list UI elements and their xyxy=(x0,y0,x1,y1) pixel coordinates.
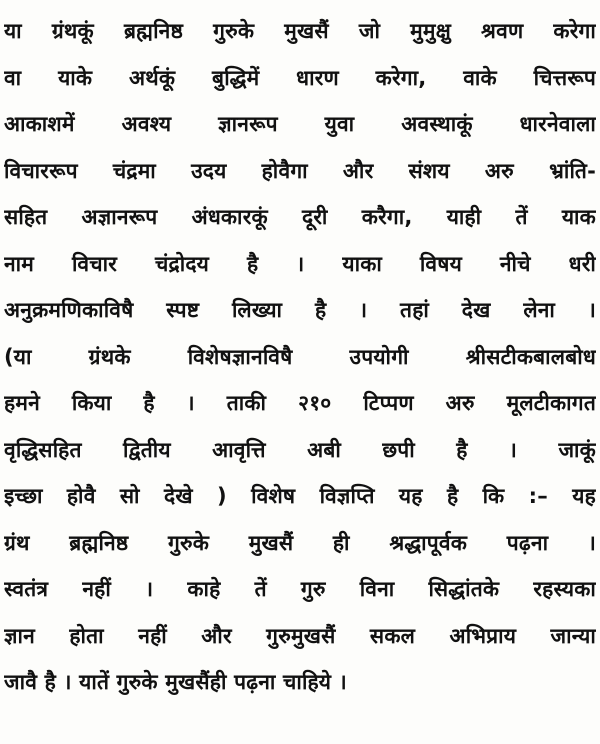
text-line-11: इच्छा होवै सो देखे ) विशेष विज्ञप्ति यह है कि :– यह xyxy=(4,484,596,508)
text-line-8: (या ग्रंथके विशेषज्ञानविषै उपयोगी श्रीसटीकबालबोध xyxy=(4,344,596,369)
text-line-10: वृद्धिसहित द्वितीय आवृत्ति अबी छपी है । जाकूं xyxy=(4,437,596,462)
text-line-1: या ग्रंथकूं ब्रह्मनिष्ठ गुरुके मुखसैं जो मुमुक्षु श्रवण करेगा xyxy=(4,19,596,43)
text-line-3: आकाशमें अवश्य ज्ञानरूप युवा अवस्थाकूं धारनेवाला xyxy=(4,112,596,136)
text-line-2: वा याके अर्थकूं बुद्धिमें धारण करेगा, वाके चित्तरूप xyxy=(4,65,596,90)
text-line-13: स्वतंत्र नहीं । काहे तें गुरु विना सिद्धांतके रहस्यका xyxy=(4,577,596,601)
text-line-7: अनुक्रमणिकाविषै स्पष्ट लिख्या है । तहां देख लेना । xyxy=(4,298,596,322)
text-line-9: हमने किया है । ताकी २१० टिप्पण अरु मूलटीकागत xyxy=(4,391,596,415)
text-line-5: सहित अज्ञानरूप अंधकारकूं दूरी करैगा, याही तें याक xyxy=(4,205,596,229)
text-line-12: ग्रंथ ब्रह्मनिष्ठ गुरुके मुखसैं ही श्रद्धापूर्वक पढ़ना । xyxy=(4,530,596,555)
text-line-4: विचाररूप चंद्रमा उदय होवैगा और संशय अरु भ्रांति- xyxy=(4,158,596,183)
hindi-text-block xyxy=(4,8,596,706)
text-line-15: जावै है । यातें गुरुके मुखसैंही पढ़ना चाहिये । xyxy=(4,670,347,694)
text-line-14: ज्ञान होता नहीं और गुरुमुखसैं सकल अभिप्राय जान्या xyxy=(4,623,596,648)
text-line-6: नाम विचार चंद्रोदय है । याका विषय नीचे धरी xyxy=(4,251,596,276)
